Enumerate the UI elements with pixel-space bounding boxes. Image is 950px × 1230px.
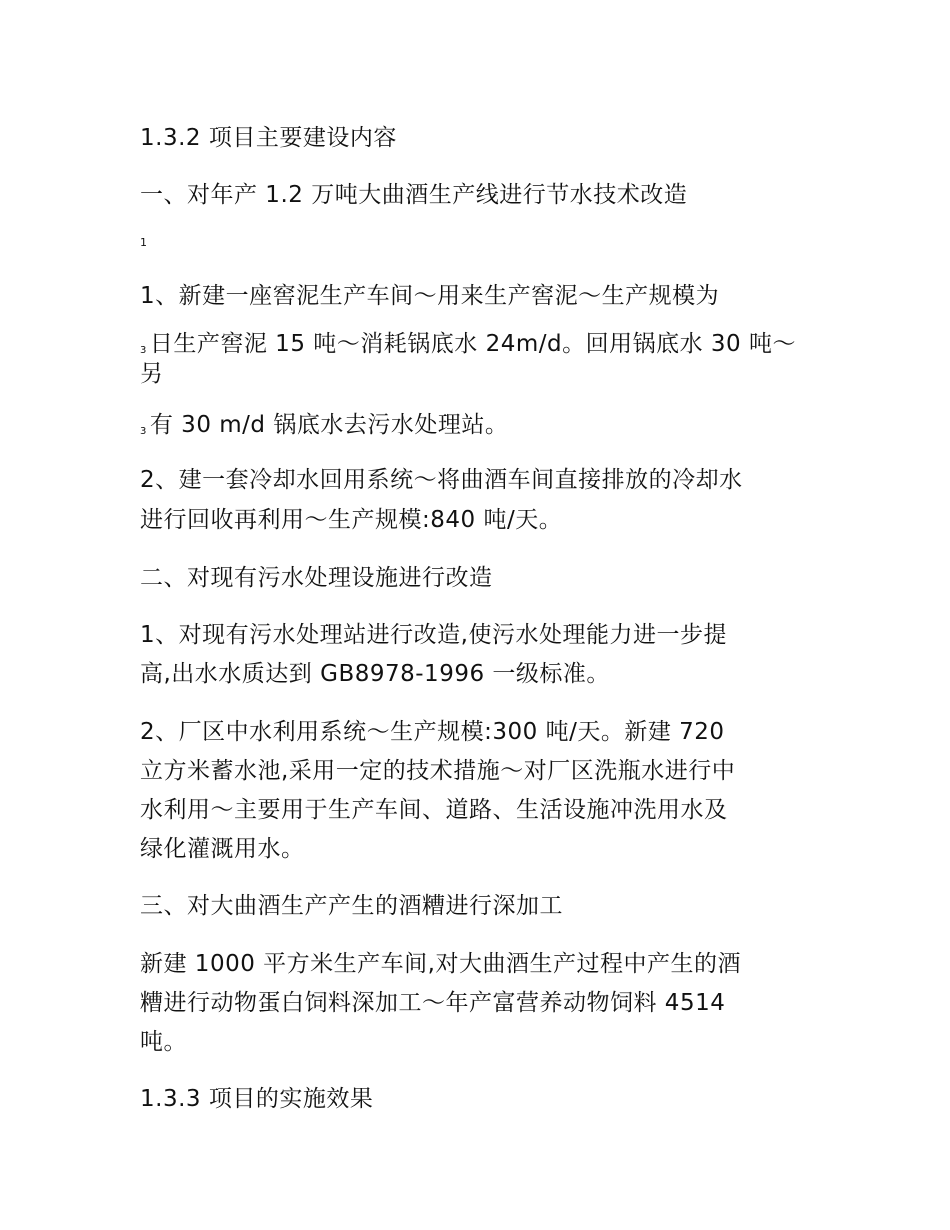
section-heading-1-3-2: 1.3.2 项目主要建设内容 <box>140 125 397 151</box>
section-heading-1-3-3: 1.3.3 项目的实施效果 <box>140 1086 374 1112</box>
superscript: 3 <box>140 426 147 437</box>
paragraph-text: 日生产窖泥 15 吨～消耗锅底水 24m/d。回用锅底水 30 吨～ <box>149 331 796 357</box>
paragraph-line: 绿化灌溉用水。 <box>140 836 305 862</box>
paragraph-line <box>140 410 508 447</box>
superscript: 3 <box>140 345 147 356</box>
heading-part-three: 三、对大曲酒生产产生的酒糟进行深加工 <box>140 893 563 919</box>
paragraph-line: 新建 1000 平方米生产车间,对大曲酒生产过程中产生的酒 <box>140 951 741 977</box>
paragraph-line: 高,出水水质达到 GB8978-1996 一级标准。 <box>140 661 610 687</box>
paragraph-line: 1、新建一座窖泥生产车间～用来生产窖泥～生产规模为 <box>140 283 720 309</box>
paragraph-line: 进行回收再利用～生产规模:840 吨/天。 <box>140 507 563 533</box>
paragraph-line: 吨。 <box>140 1029 187 1055</box>
paragraph-text: 有 30 m/d 锅底水去污水处理站。 <box>149 412 509 438</box>
paragraph-line: 立方米蓄水池,采用一定的技术措施～对厂区洗瓶水进行中 <box>140 758 736 784</box>
heading-part-one: 一、对年产 1.2 万吨大曲酒生产线进行节水技术改造 <box>140 182 688 208</box>
paragraph-line: 1、对现有污水处理站进行改造,使污水处理能力进一步提 <box>140 622 727 648</box>
paragraph-line: 糟进行动物蛋白饲料深加工～年产富营养动物饲料 4514 <box>140 990 726 1016</box>
paragraph-line: 另 <box>140 361 164 387</box>
footnote-marker: 1 <box>140 236 148 249</box>
heading-part-two: 二、对现有污水处理设施进行改造 <box>140 565 493 591</box>
paragraph-line: 2、建一套冷却水回用系统～将曲酒车间直接排放的冷却水 <box>140 467 743 493</box>
paragraph-line <box>140 329 796 366</box>
paragraph-line: 2、厂区中水利用系统～生产规模:300 吨/天。新建 720 <box>140 719 725 745</box>
paragraph-line: 水利用～主要用于生产车间、道路、生活设施冲洗用水及 <box>140 797 728 823</box>
